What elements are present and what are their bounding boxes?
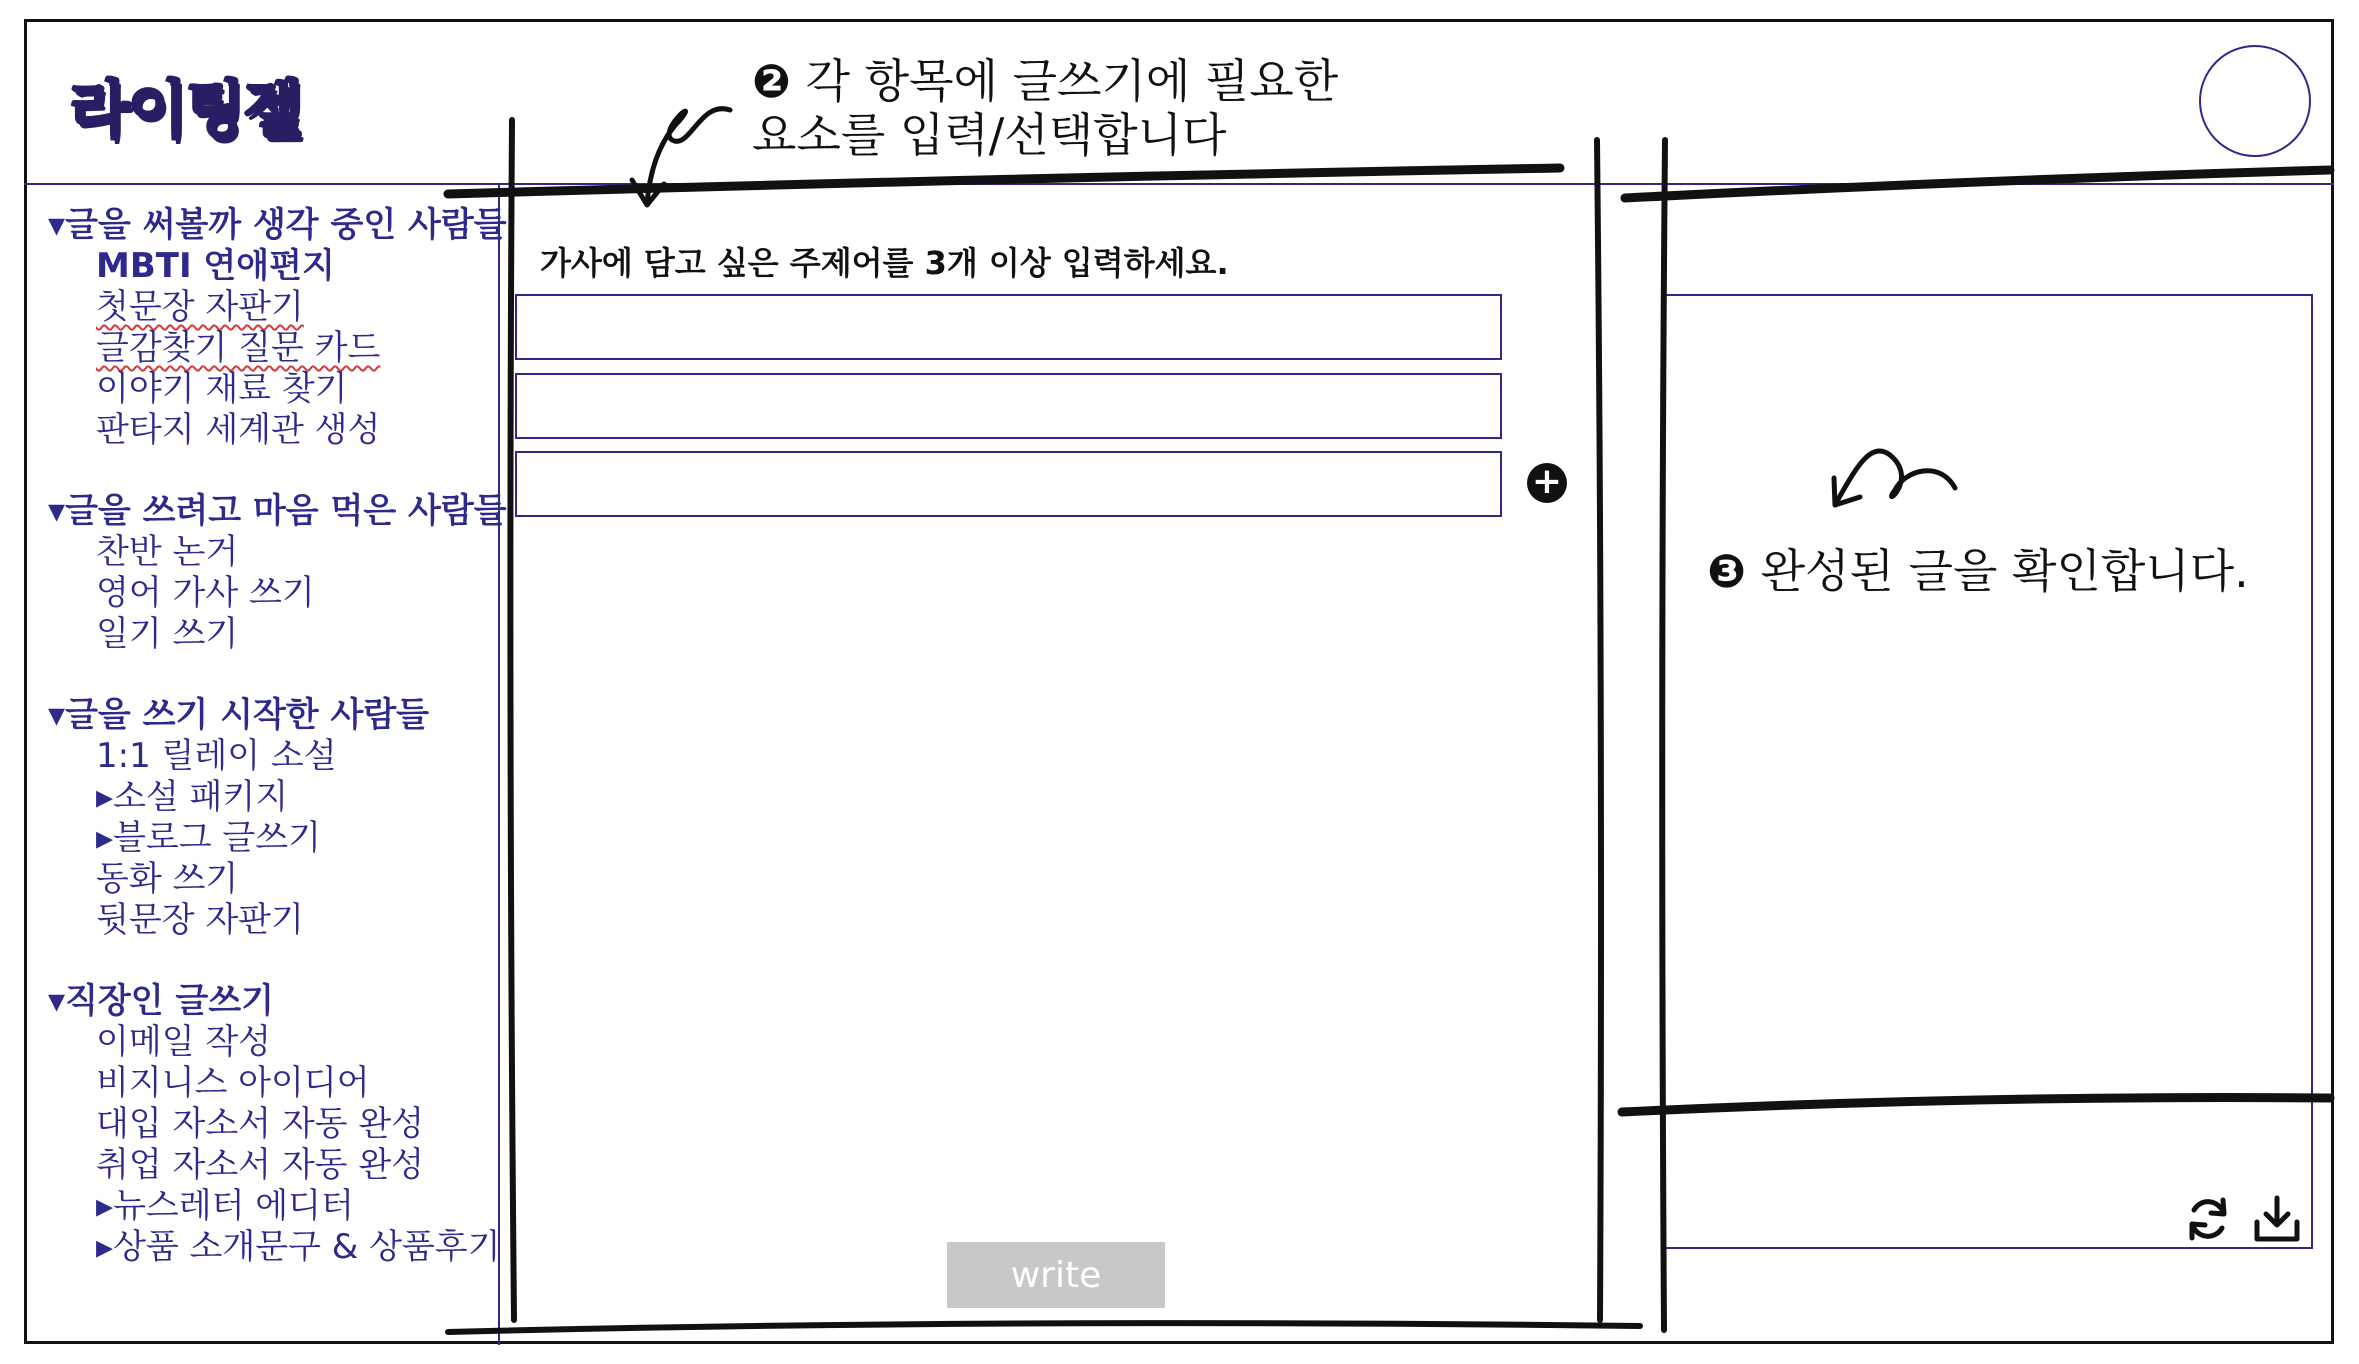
step2-line1: 각 항목에 글쓰기에 필요한 xyxy=(805,54,1339,108)
step2-badge: ❷ xyxy=(752,54,791,108)
keyword-input-2[interactable] xyxy=(515,373,1502,439)
sidebar-item-relay-novel[interactable]: 1:1 릴레이 소설 xyxy=(96,736,337,776)
sidebar-item-college-essay[interactable]: 대입 자소서 자동 완성 xyxy=(96,1104,425,1144)
sidebar-item-first-sentence[interactable] xyxy=(48,287,518,328)
step3-badge: ❸ xyxy=(1707,544,1746,598)
download-icon xyxy=(2252,1194,2302,1244)
sidebar xyxy=(48,205,518,1308)
refresh-icon xyxy=(2183,1194,2233,1244)
sidebar-item-business-idea[interactable]: 비지니스 아이디어 xyxy=(96,1063,370,1103)
sidebar-group xyxy=(48,491,518,655)
step2-annotation xyxy=(752,54,1338,162)
sidebar-item-next-sentence[interactable]: 뒷문장 자판기 xyxy=(96,900,304,940)
regenerate-button[interactable] xyxy=(2183,1194,2233,1244)
write-button[interactable]: write xyxy=(947,1242,1165,1308)
sidebar-item-job-essay[interactable]: 취업 자소서 자동 완성 xyxy=(96,1145,425,1185)
sidebar-group-title[interactable]: ▾글을 쓰려고 마음 먹은 사람들 xyxy=(48,491,507,531)
sidebar-item-email[interactable]: 이메일 작성 xyxy=(96,1022,272,1062)
step3-text: 완성된 글을 확인합니다. xyxy=(1760,544,2249,598)
sidebar-item-fairy-tale[interactable]: 동화 쓰기 xyxy=(96,859,239,899)
sidebar-group xyxy=(48,981,518,1268)
sidebar-item-product-copy[interactable]: ▸상품 소개문구 & 상품후기 xyxy=(96,1227,501,1267)
app-logo[interactable]: 라이팅젤 xyxy=(70,73,302,146)
sidebar-item-english-lyrics[interactable]: 영어 가사 쓰기 xyxy=(96,573,315,613)
sidebar-item-label: 글감찾기 질문 카드 xyxy=(96,328,381,368)
sidebar-group-title[interactable]: ▾글을 써볼까 생각 중인 사람들 xyxy=(48,205,507,245)
sidebar-item-mbti-letter[interactable]: MBTI 연애편지 xyxy=(96,246,335,286)
sidebar-item-blog-writing[interactable]: ▸블로그 글쓰기 xyxy=(96,818,321,858)
plus-icon: + xyxy=(1531,461,1563,502)
sidebar-item-question-card[interactable] xyxy=(48,328,518,369)
sidebar-group-title[interactable]: ▾직장인 글쓰기 xyxy=(48,981,274,1021)
keyword-input-1[interactable] xyxy=(515,294,1502,360)
sidebar-item-diary[interactable]: 일기 쓰기 xyxy=(96,614,239,654)
add-keyword-button[interactable] xyxy=(1527,463,1567,503)
sidebar-item-novel-package[interactable]: ▸소설 패키지 xyxy=(96,777,289,817)
sidebar-item-pros-cons[interactable]: 찬반 논거 xyxy=(96,532,239,572)
sidebar-item-newsletter[interactable]: ▸뉴스레터 에디터 xyxy=(96,1186,354,1226)
download-button[interactable] xyxy=(2252,1194,2302,1244)
sidebar-item-label: 첫문장 자판기 xyxy=(96,287,304,327)
sidebar-group-title[interactable]: ▾글을 쓰기 시작한 사람들 xyxy=(48,695,430,735)
step2-line2: 요소를 입력/선택합니다 xyxy=(752,108,1227,162)
user-avatar[interactable] xyxy=(2199,45,2311,157)
sidebar-item-story-material[interactable]: 이야기 재료 찾기 xyxy=(96,369,348,409)
keyword-prompt: 가사에 담고 싶은 주제어를 3개 이상 입력하세요. xyxy=(540,244,1229,282)
header-divider xyxy=(24,183,2334,185)
sidebar-group xyxy=(48,205,518,451)
sidebar-group xyxy=(48,695,518,941)
output-panel xyxy=(1663,294,2313,1249)
keyword-input-3[interactable] xyxy=(515,451,1502,517)
sidebar-item-fantasy-world[interactable]: 판타지 세계관 생성 xyxy=(96,410,381,450)
